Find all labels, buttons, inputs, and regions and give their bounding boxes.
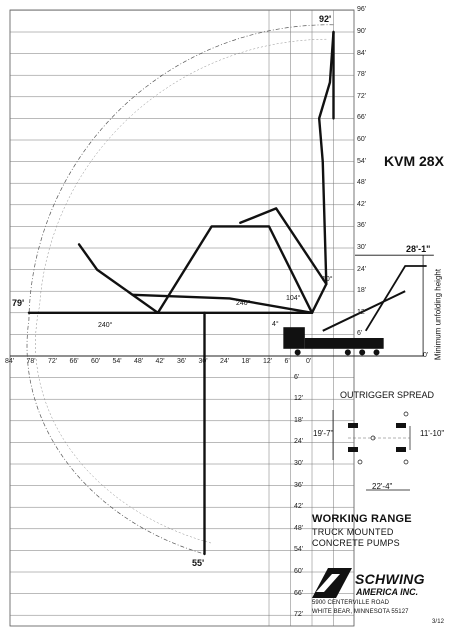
x-tick-label: 24'	[220, 358, 230, 365]
outrigger-right-dim: 11'-10"	[420, 429, 445, 438]
reach-arcs	[27, 25, 333, 554]
boom-vertical	[312, 32, 334, 313]
outrigger-pad	[348, 447, 358, 452]
y-tick-label: 66'	[357, 114, 367, 122]
max-depth-label: 55'	[192, 558, 205, 568]
outrigger-foot	[404, 460, 408, 464]
y-tick-label: 48'	[357, 179, 367, 187]
y-tick-label: 54'	[357, 157, 367, 165]
y-tick-label: 30'	[294, 460, 304, 467]
rear-boom-fold	[366, 266, 427, 331]
company-sub: AMERICA INC.	[356, 587, 419, 597]
outrigger-foot	[404, 412, 408, 416]
working-range-line1: TRUCK MOUNTED	[312, 527, 394, 537]
angle-10: 10°	[322, 276, 333, 283]
x-tick-label: 30'	[198, 358, 208, 365]
x-tick-label: 84'	[5, 358, 15, 365]
y-tick-label: 72'	[294, 611, 304, 619]
truck-wheel	[345, 349, 351, 355]
truck-chassis	[305, 338, 384, 349]
angle-240-left: 240°	[98, 322, 113, 329]
y-tick-label: 24'	[357, 265, 367, 273]
x-tick-label: 60'	[91, 358, 101, 365]
working-range-title: WORKING RANGE	[312, 513, 412, 525]
boom-positions	[26, 32, 334, 554]
page-code: 3/12	[432, 619, 445, 625]
y-tick-label: 0'	[423, 352, 429, 359]
outer-reach-arc	[27, 25, 333, 554]
angle-4: 4°	[272, 321, 279, 328]
company-address-1: 5900 CENTERVILLE ROAD	[312, 600, 390, 606]
outrigger-pad	[396, 423, 406, 428]
x-tick-label: 0'	[306, 358, 312, 365]
x-tick-label: 78'	[26, 358, 36, 365]
y-tick-label: 30'	[357, 244, 367, 251]
truck-wheel	[359, 349, 365, 355]
working-range-line2: CONCRETE PUMPS	[312, 538, 400, 548]
y-tick-label: 36'	[357, 222, 367, 230]
model-title: KVM 28X	[384, 153, 444, 169]
y-tick-label: 6'	[294, 373, 300, 381]
outrigger-pad	[396, 447, 406, 452]
outrigger-left-dim: 19'-7"	[313, 429, 334, 438]
outrigger-diagram	[333, 410, 410, 490]
y-tick-label: 18'	[294, 416, 304, 424]
unfold-height-label: 28'-1"	[406, 244, 431, 254]
company-address-2: WHITE BEAR, MINNESOTA 55127	[312, 609, 409, 615]
outrigger-foot	[358, 460, 362, 464]
truck-wheel	[295, 349, 301, 355]
grid-frame	[10, 10, 354, 626]
company-name: SCHWING	[355, 571, 425, 587]
y-tick-label: 6'	[357, 330, 363, 338]
x-tick-label: 18'	[241, 358, 251, 365]
x-tick-label: 36'	[177, 358, 187, 365]
y-tick-label: 60'	[294, 568, 304, 575]
angle-240-right: 240°	[236, 300, 251, 307]
y-tick-label: 84'	[357, 49, 367, 57]
y-tick-label: 60'	[357, 136, 367, 143]
y-tick-label: 90'	[357, 28, 367, 35]
y-tick-label: 66'	[294, 589, 304, 597]
x-tick-label: 12'	[263, 358, 273, 365]
y-tick-label: 42'	[357, 200, 367, 208]
unfold-height-caption: Minimum unfolding height	[433, 268, 443, 361]
x-tick-label: 66'	[69, 358, 79, 365]
y-tick-label: 48'	[294, 524, 304, 532]
y-tick-label: 24'	[294, 438, 304, 446]
max-height-label: 92'	[319, 14, 332, 24]
outrigger-pad	[348, 423, 358, 428]
y-tick-label: 12'	[294, 395, 304, 403]
x-tick-label: 54'	[112, 358, 122, 365]
outrigger-title: OUTRIGGER SPREAD	[340, 390, 435, 400]
y-tick-label: 96'	[357, 6, 367, 14]
y-tick-label: 72'	[357, 92, 367, 100]
x-tick-label: 42'	[155, 358, 165, 365]
y-tick-label: 36'	[294, 481, 304, 489]
truck-wheel	[374, 349, 380, 355]
y-tick-label: 18'	[357, 287, 367, 295]
max-reach-label: 79'	[12, 298, 25, 308]
y-tick-label: 78'	[357, 71, 367, 79]
y-tick-label: 12'	[357, 308, 367, 316]
truck-cab	[283, 327, 305, 349]
x-tick-label: 6'	[284, 358, 290, 365]
angle-104: 104°	[286, 295, 301, 302]
x-tick-label: 72'	[48, 358, 58, 365]
outrigger-bottom-dim: 22'-4"	[372, 482, 393, 491]
y-tick-label: 42'	[294, 503, 304, 511]
boom-upper-fold	[240, 208, 326, 284]
x-tick-label: 48'	[134, 358, 144, 365]
y-tick-label: 54'	[294, 546, 304, 554]
